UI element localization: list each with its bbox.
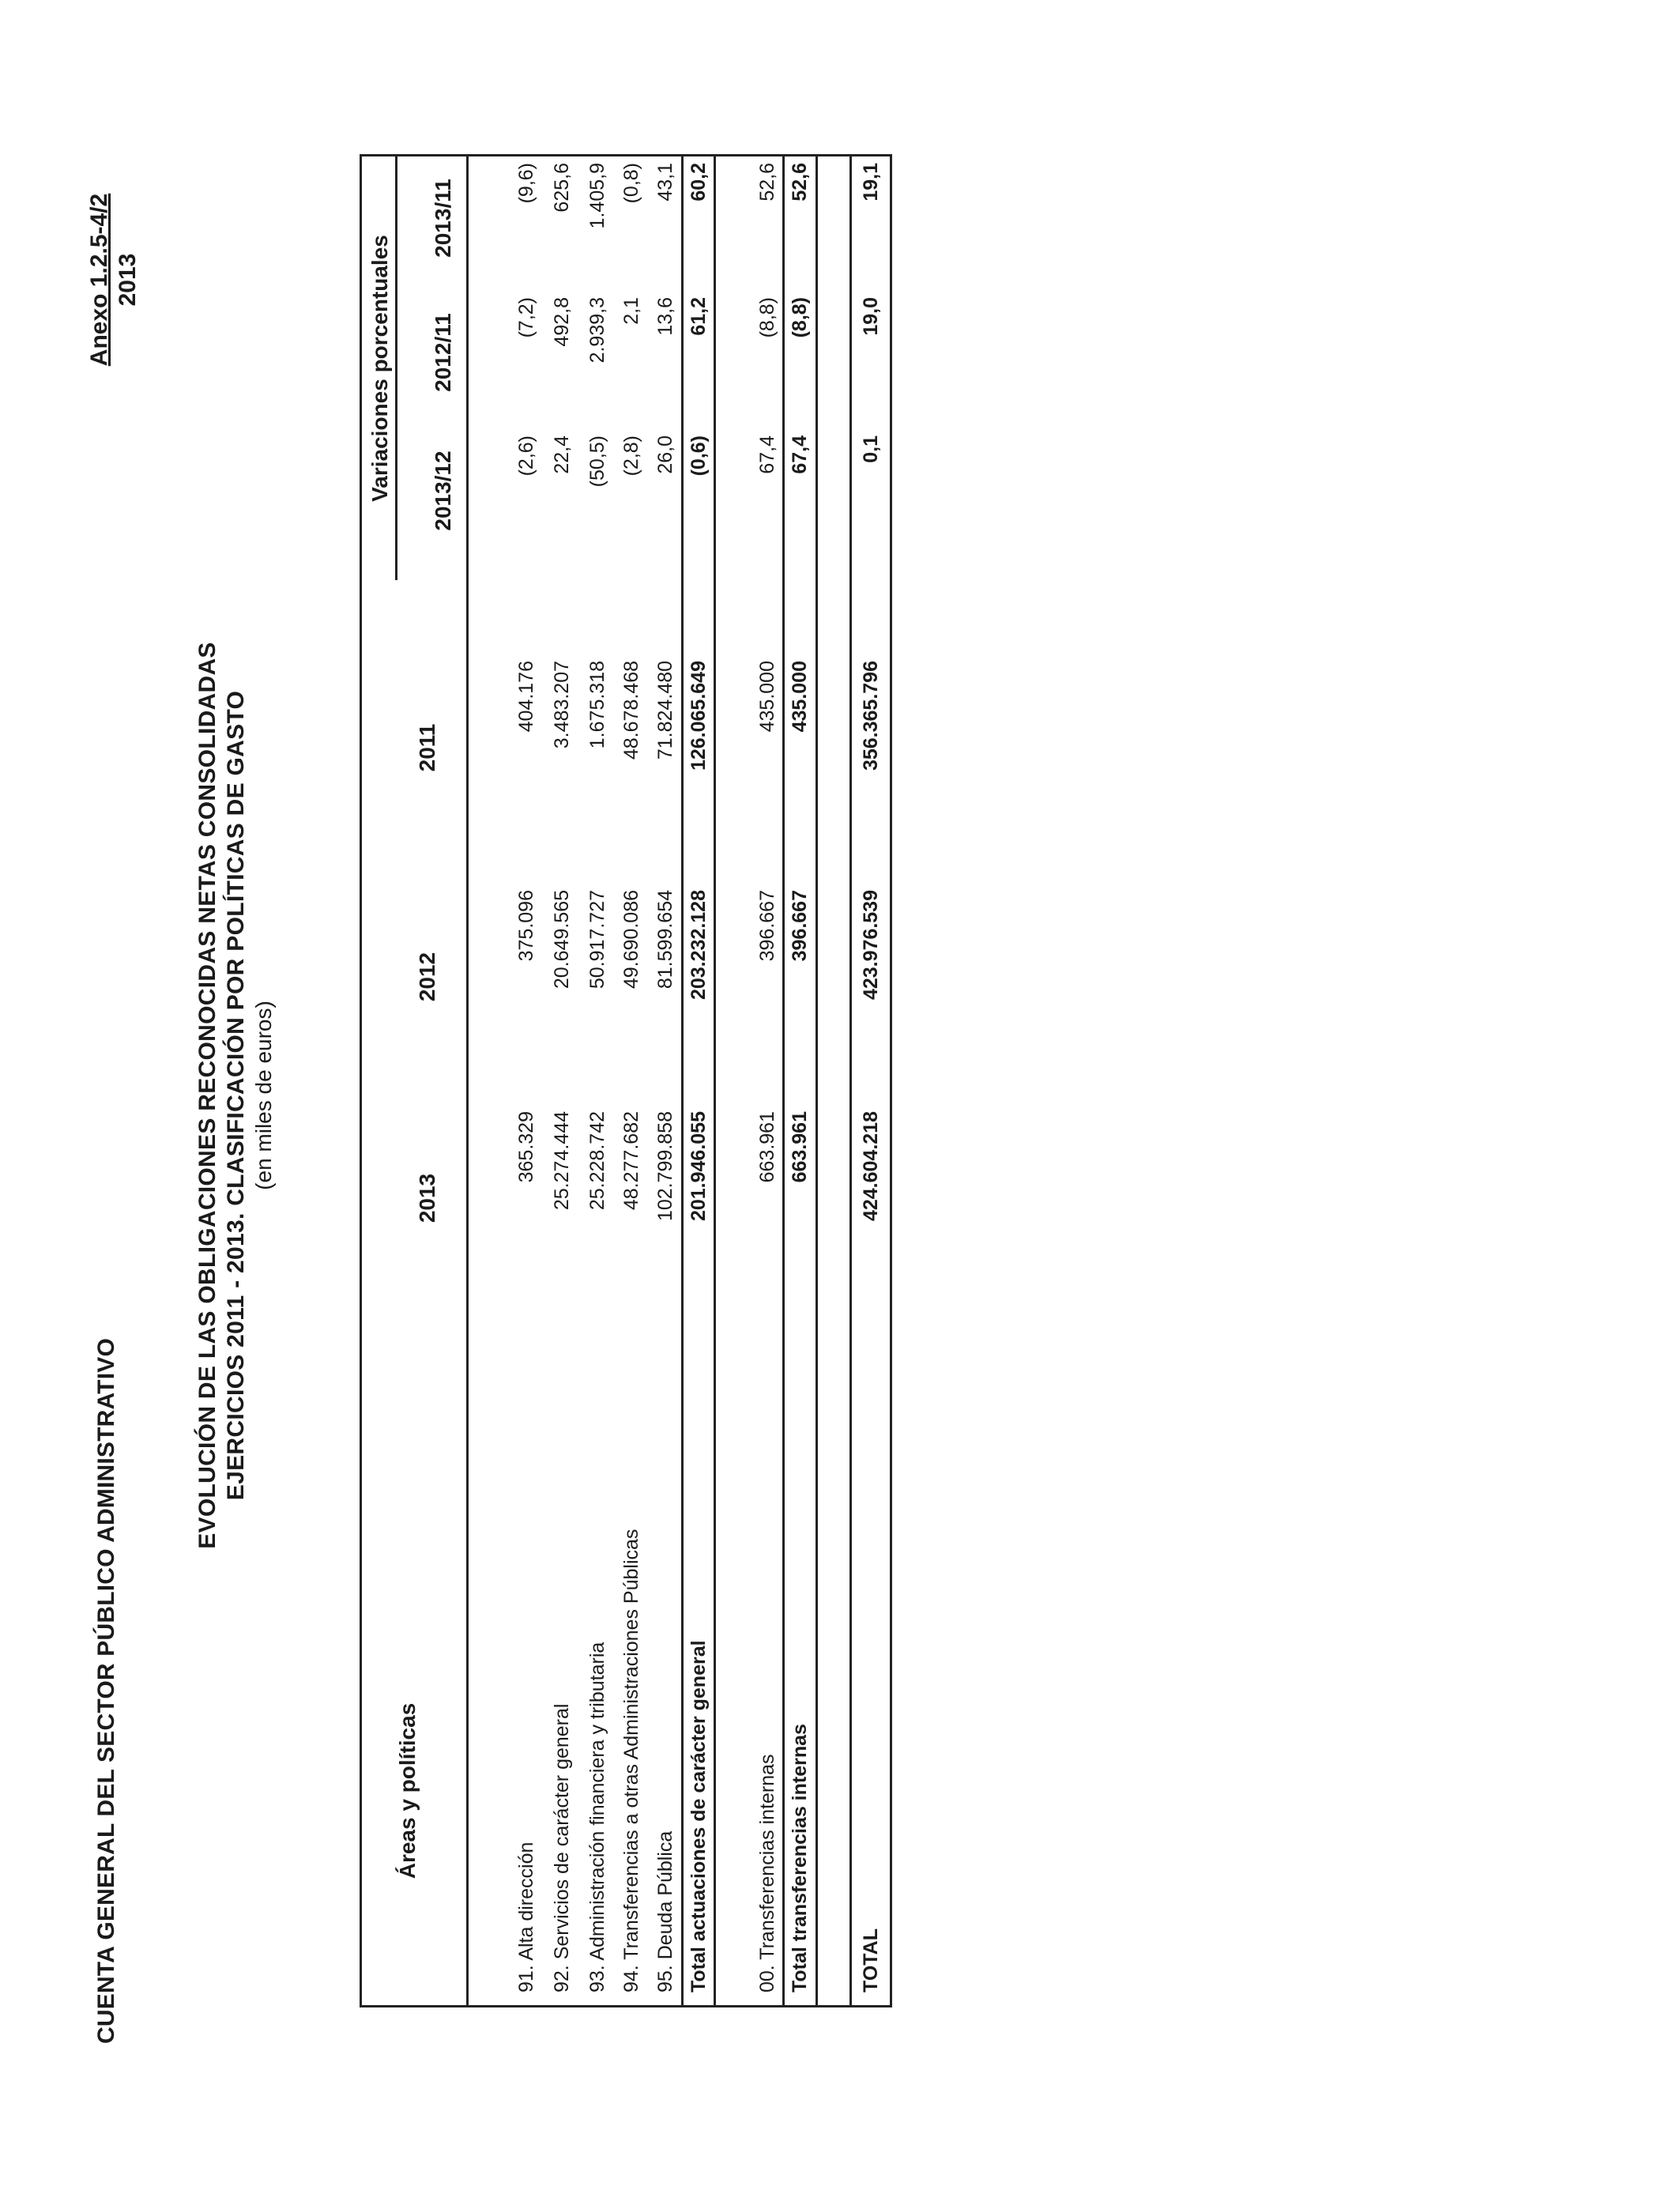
units-note: (en miles de euros) <box>251 1001 276 1190</box>
subtotal-label: Total transferencias internas <box>789 1724 811 1992</box>
cell-v1211: 2,1 <box>620 297 642 325</box>
col-header-2011: 2011 <box>415 723 439 772</box>
table-top-rule <box>360 154 362 2007</box>
cell-2013: 102.799.858 <box>654 1111 676 1222</box>
subtotal-2013: 663.961 <box>789 1111 811 1183</box>
report-title: EVOLUCIÓN DE LAS OBLIGACIONES RECONOCIDAS NETAS CONSOLIDADAS <box>194 642 220 1549</box>
col-header-area: Áreas y políticas <box>395 1702 420 1879</box>
cell-2011: 404.176 <box>515 661 537 733</box>
subtotal2-rule <box>782 154 785 2007</box>
cell-v1311: 52,6 <box>756 163 778 202</box>
cell-v1311: (9,6) <box>515 163 537 204</box>
total-2011: 356.365.796 <box>860 661 882 771</box>
cell-2011: 48.678.468 <box>620 661 642 760</box>
cell-v1312: 22,4 <box>551 435 573 474</box>
cell-v1312: (2,8) <box>620 435 642 477</box>
table-left-rule <box>360 2005 892 2007</box>
row-label: 95. Deuda Pública <box>654 1830 676 1992</box>
subtotal-v1312: (0,6) <box>687 435 710 477</box>
cell-2013: 663.961 <box>756 1111 778 1183</box>
cell-2013: 365.329 <box>515 1111 537 1183</box>
cell-v1211: 13,6 <box>654 297 676 336</box>
cell-2013: 25.228.742 <box>586 1111 608 1211</box>
subtotal2-bottom-rule <box>816 154 818 2007</box>
subtotal-v1312: 67,4 <box>789 435 811 474</box>
report-subtitle: EJERCICIOS 2011 - 2013. CLASIFICACIÓN POR POLÍTICAS DE GASTO <box>223 690 249 1501</box>
total-rule <box>849 154 852 2007</box>
row-label: 92. Servicios de carácter general <box>551 1703 573 1992</box>
total-2012: 423.976.539 <box>860 890 882 1001</box>
cell-2011: 71.824.480 <box>654 661 676 760</box>
cell-2013: 48.277.682 <box>620 1111 642 1211</box>
subtotal-2011: 126.065.649 <box>687 661 710 771</box>
annex-code: Anexo 1.2.5-4/2 <box>86 193 112 367</box>
subtotal-v1211: 61,2 <box>687 297 710 336</box>
organization-heading: CUENTA GENERAL DEL SECTOR PÚBLICO ADMINISTRATIVO <box>93 1338 119 2044</box>
cell-2011: 1.675.318 <box>586 661 608 749</box>
cell-2012: 396.667 <box>756 890 778 962</box>
row-label: 93. Administración financiera y tributaria <box>586 1642 608 1992</box>
col-header-v1211: 2012/11 <box>431 313 455 392</box>
subtotal-2012: 396.667 <box>789 890 811 962</box>
title-block <box>194 503 277 1688</box>
variations-rule <box>395 154 397 580</box>
cell-2012: 20.649.565 <box>551 890 573 990</box>
subtotal-label: Total actuaciones de carácter general <box>687 1640 710 1992</box>
total-v1312: 0,1 <box>860 435 882 463</box>
row-label: 91. Alta dirección <box>515 1842 537 1992</box>
subtotal-2012: 203.232.128 <box>687 890 710 1001</box>
cell-2012: 49.690.086 <box>620 890 642 990</box>
cell-2013: 25.274.444 <box>551 1111 573 1211</box>
col-header-v1311: 2013/11 <box>431 179 455 258</box>
cell-v1312: (2,6) <box>515 435 537 477</box>
cell-2012: 375.096 <box>515 890 537 962</box>
subtotal-v1211: (8,8) <box>789 297 811 338</box>
subtotal-2011: 435.000 <box>789 661 811 733</box>
cell-v1312: 67,4 <box>756 435 778 474</box>
total-label: TOTAL <box>860 1928 882 1992</box>
col-header-v1312: 2013/12 <box>431 450 455 531</box>
cell-2011: 435.000 <box>756 661 778 733</box>
table-right-rule <box>360 154 892 156</box>
cell-v1211: 2.939,3 <box>586 297 608 364</box>
cell-v1311: 43,1 <box>654 163 676 202</box>
cell-v1211: 492,8 <box>551 297 573 347</box>
cell-v1211: (7,2) <box>515 297 537 338</box>
cell-v1311: 625,6 <box>551 163 573 213</box>
annex-block <box>85 161 142 398</box>
col-header-2012: 2012 <box>415 952 439 1002</box>
cell-v1312: (50,5) <box>586 435 608 488</box>
cell-v1312: 26,0 <box>654 435 676 474</box>
total-bottom-rule <box>890 154 892 2007</box>
cell-2012: 81.599.654 <box>654 890 676 990</box>
subtotal-2013: 201.946.055 <box>687 1111 710 1222</box>
header-bottom-rule <box>466 154 469 2007</box>
total-v1211: 19,0 <box>860 297 882 336</box>
row-label: 00. Transferencias internas <box>756 1754 778 1992</box>
cell-2012: 50.917.727 <box>586 890 608 990</box>
subtotal-v1311: 52,6 <box>789 163 811 202</box>
cell-v1311: 1.405,9 <box>586 163 608 229</box>
subtotal-v1311: 60,2 <box>687 163 710 202</box>
row-label: 94. Transferencias a otras Administraciones Públicas <box>620 1529 642 1992</box>
cell-v1311: (0,8) <box>620 163 642 204</box>
annex-year: 2013 <box>115 253 141 307</box>
cell-v1211: (8,8) <box>756 297 778 338</box>
total-2013: 424.604.218 <box>860 1111 882 1222</box>
subtotal1-bottom-rule <box>714 154 716 2007</box>
col-header-2013: 2013 <box>415 1173 439 1223</box>
col-header-variations: Variaciones porcentuales <box>367 235 392 502</box>
subtotal1-rule <box>681 154 684 2007</box>
cell-2011: 3.483.207 <box>551 661 573 749</box>
total-v1311: 19,1 <box>860 163 882 202</box>
